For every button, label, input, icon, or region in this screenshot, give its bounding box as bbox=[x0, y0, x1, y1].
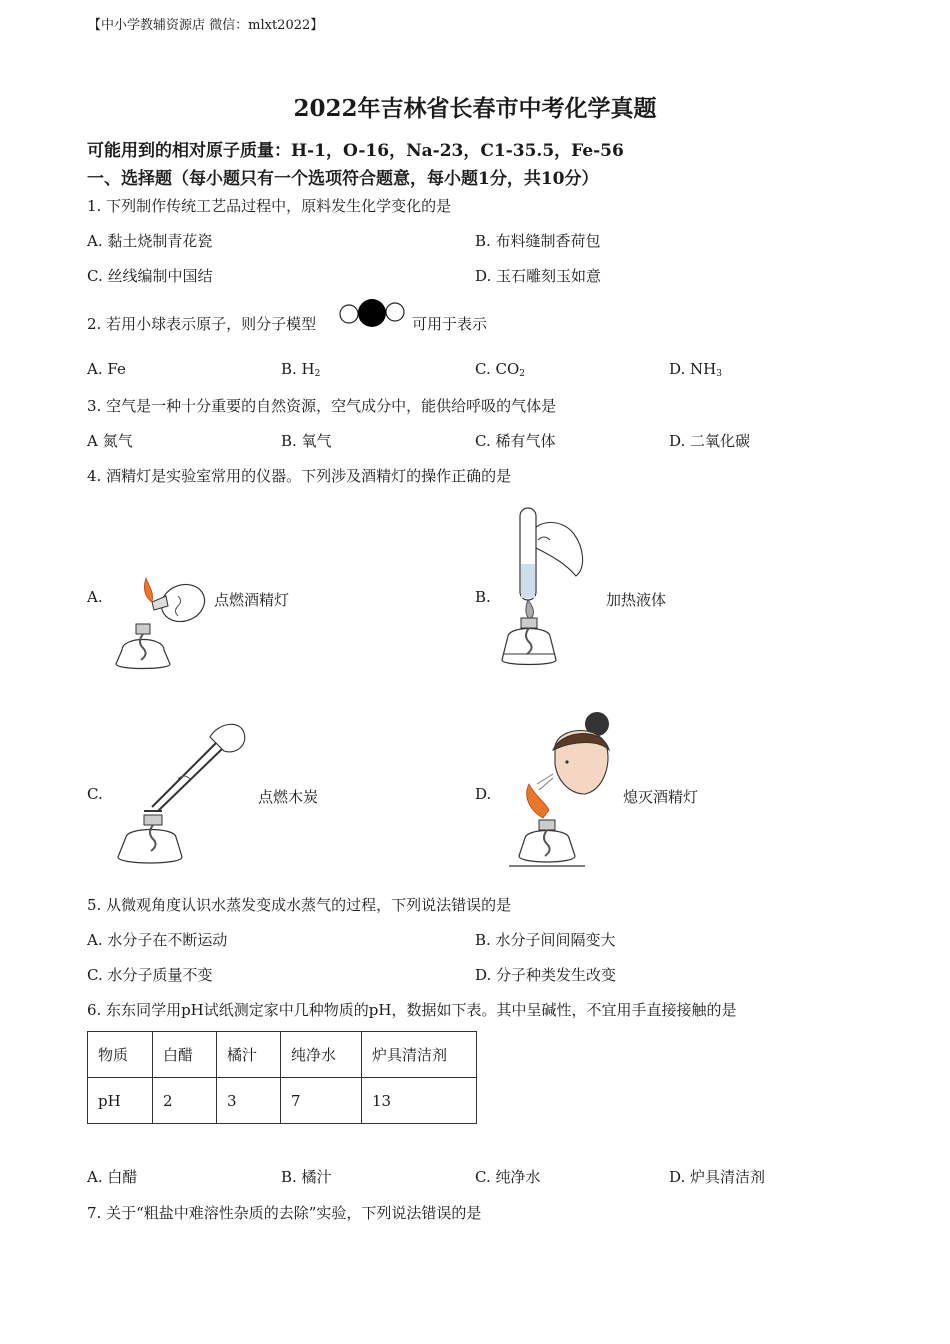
table-cell: pH bbox=[88, 1078, 153, 1124]
blowing-out-lamp-icon bbox=[505, 706, 621, 872]
section-heading: 一、选择题（每小题只有一个选项符合题意，每小题1分，共10分） bbox=[87, 169, 599, 189]
lighting-alcohol-lamp-with-lamp-icon bbox=[108, 568, 213, 678]
q5-option-d[interactable]: D. 分子种类发生改变 bbox=[475, 966, 617, 984]
heating-liquid-test-tube-icon bbox=[496, 504, 588, 670]
lighting-charcoal-tongs-icon bbox=[108, 715, 248, 873]
q2-option-b[interactable]: B. $H_2$ bbox=[281, 360, 321, 379]
question-2-stem-after: 可用于表示 bbox=[412, 315, 488, 333]
q5-option-c[interactable]: C. 水分子质量不变 bbox=[87, 966, 213, 984]
q1-option-a[interactable]: A. 黏土烧制青花瓷 bbox=[87, 232, 213, 250]
q2-option-d[interactable]: D. $NH_3$ bbox=[669, 360, 722, 379]
table-row bbox=[88, 1032, 477, 1078]
table-cell: 橘汁 bbox=[217, 1032, 281, 1078]
q3-option-c[interactable]: C. 稀有气体 bbox=[475, 432, 556, 450]
ph-table bbox=[87, 1031, 477, 1124]
molecule-model-icon bbox=[338, 298, 408, 330]
question-2-stem-before: 2. 若用小球表示原子，则分子模型 bbox=[87, 315, 317, 333]
q4-option-d-caption: 熄灭酒精灯 bbox=[623, 788, 699, 806]
table-cell: 13 bbox=[362, 1078, 477, 1124]
question-5-stem: 5. 从微观角度认识水蒸发变成水蒸气的过程，下列说法错误的是 bbox=[87, 896, 512, 914]
q6-option-d[interactable]: D. 炉具清洁剂 bbox=[669, 1168, 766, 1186]
q2-option-c[interactable]: C. $CO_2$ bbox=[475, 360, 525, 379]
q4-option-d-letter[interactable]: D. bbox=[475, 785, 492, 803]
q3-option-a[interactable]: A 氮气 bbox=[87, 432, 133, 450]
atomic-masses: 可能用到的相对原子质量：H-1，O-16，Na-23，C1-35.5，Fe-56 bbox=[87, 141, 624, 161]
table-cell: 2 bbox=[153, 1078, 217, 1124]
table-cell: 炉具清洁剂 bbox=[362, 1032, 477, 1078]
q4-option-c-caption: 点燃木炭 bbox=[258, 788, 319, 806]
q6-option-b[interactable]: B. 橘汁 bbox=[281, 1168, 332, 1186]
table-cell: 白醋 bbox=[153, 1032, 217, 1078]
table-cell: 7 bbox=[281, 1078, 362, 1124]
q3-option-b[interactable]: B. 氧气 bbox=[281, 432, 332, 450]
q5-option-b[interactable]: B. 水分子间间隔变大 bbox=[475, 931, 616, 949]
question-6-stem: 6. 东东同学用pH试纸测定家中几种物质的pH，数据如下表。其中呈碱性，不宜用手直接接触的是 bbox=[87, 1001, 737, 1019]
q1-option-d[interactable]: D. 玉石雕刻玉如意 bbox=[475, 267, 602, 285]
question-4-stem: 4. 酒精灯是实验室常用的仪器。下列涉及酒精灯的操作正确的是 bbox=[87, 467, 512, 485]
question-3-stem: 3. 空气是一种十分重要的自然资源，空气成分中，能供给呼吸的气体是 bbox=[87, 397, 557, 415]
page-title: 2022年吉林省长春市中考化学真题 bbox=[293, 95, 657, 122]
table-cell: 3 bbox=[217, 1078, 281, 1124]
question-1-stem: 1. 下列制作传统工艺品过程中，原料发生化学变化的是 bbox=[87, 197, 452, 215]
table-cell: 物质 bbox=[88, 1032, 153, 1078]
q3-option-d[interactable]: D. 二氧化碳 bbox=[669, 432, 751, 450]
q1-option-c[interactable]: C. 丝线编制中国结 bbox=[87, 267, 213, 285]
q4-option-a-caption: 点燃酒精灯 bbox=[214, 591, 290, 609]
q1-option-b[interactable]: B. 布料缝制香荷包 bbox=[475, 232, 601, 250]
table-row bbox=[88, 1078, 477, 1124]
q4-option-a-letter[interactable]: A. bbox=[87, 588, 103, 606]
header-note: 【中小学教辅资源店 微信：mlxt2022】 bbox=[88, 18, 324, 33]
q6-option-c[interactable]: C. 纯净水 bbox=[475, 1168, 541, 1186]
q5-option-a[interactable]: A. 水分子在不断运动 bbox=[87, 931, 228, 949]
question-7-stem: 7. 关于“粗盐中难溶性杂质的去除”实验，下列说法错误的是 bbox=[87, 1204, 482, 1222]
q4-option-c-letter[interactable]: C. bbox=[87, 785, 103, 803]
q4-option-b-letter[interactable]: B. bbox=[475, 588, 491, 606]
q4-option-b-caption: 加热液体 bbox=[606, 591, 667, 609]
q2-option-a[interactable]: A. Fe bbox=[87, 360, 126, 378]
q6-option-a[interactable]: A. 白醋 bbox=[87, 1168, 138, 1186]
table-cell: 纯净水 bbox=[281, 1032, 362, 1078]
